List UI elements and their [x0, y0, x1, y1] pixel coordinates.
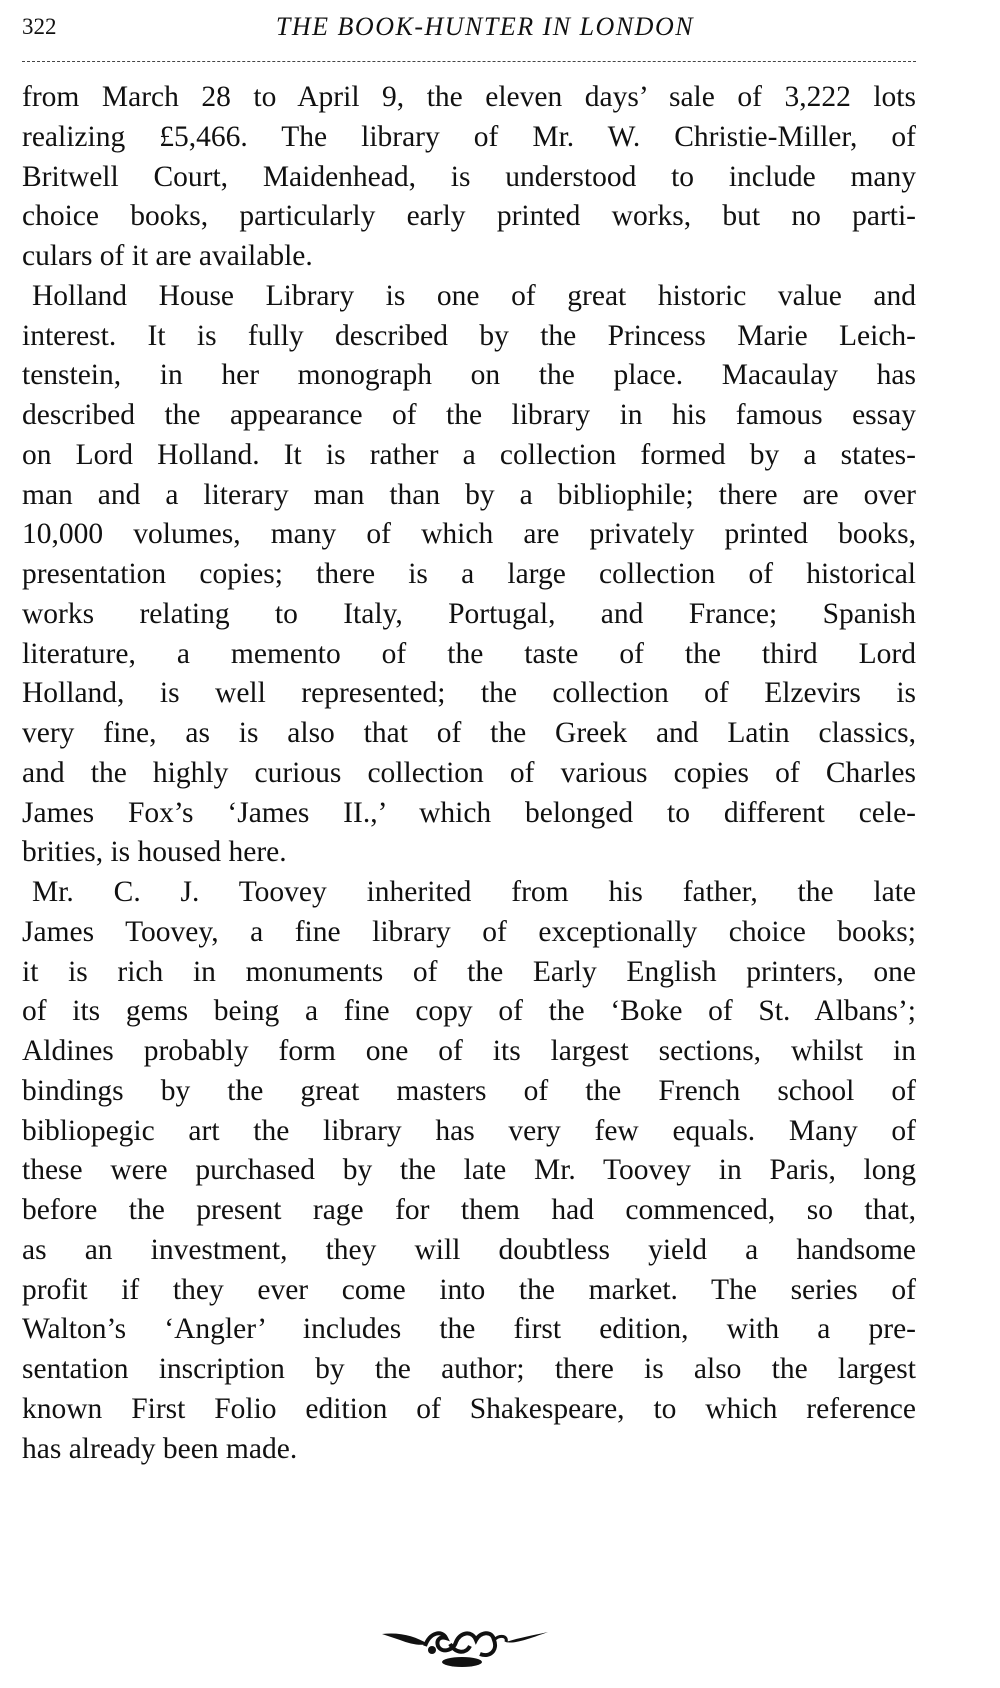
- text-line: it is rich in monuments of the Early English printers, one: [22, 955, 916, 988]
- text-line: before the present rage for them had commenced, so that,: [22, 1194, 916, 1226]
- text-line: has already been made.: [22, 1432, 298, 1465]
- text-line: Mr. C. J. Toovey inherited from his father, the late: [32, 876, 916, 908]
- text-line: known First Folio edition of Shakespeare, to which reference: [22, 1392, 916, 1425]
- page-number: 322: [22, 14, 57, 39]
- text-line: these were purchased by the late Mr. Toovey in Paris, long: [22, 1154, 916, 1187]
- text-line: from March 28 to April 9, the eleven days’ sale of 3,222 lots: [22, 81, 916, 113]
- text-line: Holland, is well represented; the collection of Elzevirs is: [22, 677, 916, 710]
- text-line: culars of it are available.: [22, 240, 313, 272]
- body-text: [22, 78, 916, 1469]
- text-line: Holland House Library is one of great historic value and: [32, 279, 916, 312]
- text-line: bibliopegic art the library has very few equals. Many of: [22, 1114, 916, 1147]
- text-line: Walton’s ‘Angler’ includes the first edition, with a pre-: [22, 1313, 916, 1346]
- text-line: on Lord Holland. It is rather a collection formed by a states-: [22, 438, 916, 471]
- text-line: tenstein, in her monograph on the place. Macaulay has: [22, 359, 916, 392]
- text-line: choice books, particularly early printed works, but no parti-: [22, 200, 916, 233]
- text-line: brities, is housed here.: [22, 836, 287, 869]
- text-line: James Toovey, a fine library of exceptionally choice books;: [22, 915, 916, 948]
- text-line: described the appearance of the library in his famous essay: [22, 399, 916, 431]
- text-line: profit if they ever come into the market. The series of: [22, 1273, 916, 1306]
- text-line: as an investment, they will doubtless yield a handsome: [22, 1233, 916, 1266]
- text-line: Aldines probably form one of its largest sections, whilst in: [22, 1035, 916, 1067]
- text-line: sentation inscription by the author; there is also the largest: [22, 1353, 916, 1385]
- running-title: THE BOOK-HUNTER IN LONDON: [275, 12, 695, 41]
- text-line: and the highly curious collection of various copies of Charles: [22, 756, 916, 789]
- text-line: James Fox’s ‘James II.,’ which belonged to different cele-: [22, 796, 916, 829]
- text-line: interest. It is fully described by the Princess Marie Leich-: [22, 319, 916, 352]
- text-line: 10,000 volumes, many of which are privately printed books,: [22, 518, 916, 551]
- text-line: realizing £5,466. The library of Mr. W. Christie-Miller, of: [22, 120, 916, 153]
- text-line: presentation copies; there is a large collection of historical: [22, 558, 916, 590]
- text-line: bindings by the great masters of the French school of: [22, 1074, 916, 1107]
- text-line: very fine, as is also that of the Greek and Latin classics,: [22, 717, 916, 749]
- text-line: Britwell Court, Maidenhead, is understood to include many: [22, 160, 916, 193]
- text-line: man and a literary man than by a bibliophile; there are over: [22, 478, 916, 511]
- text-line: of its gems being a fine copy of the ‘Boke of St. Albans’;: [22, 995, 916, 1028]
- fleuron-ornament-icon: [380, 1620, 550, 1670]
- text-line: works relating to Italy, Portugal, and France; Spanish: [22, 597, 916, 630]
- text-line: literature, a memento of the taste of the third Lord: [22, 637, 916, 670]
- header-rule: [22, 61, 916, 62]
